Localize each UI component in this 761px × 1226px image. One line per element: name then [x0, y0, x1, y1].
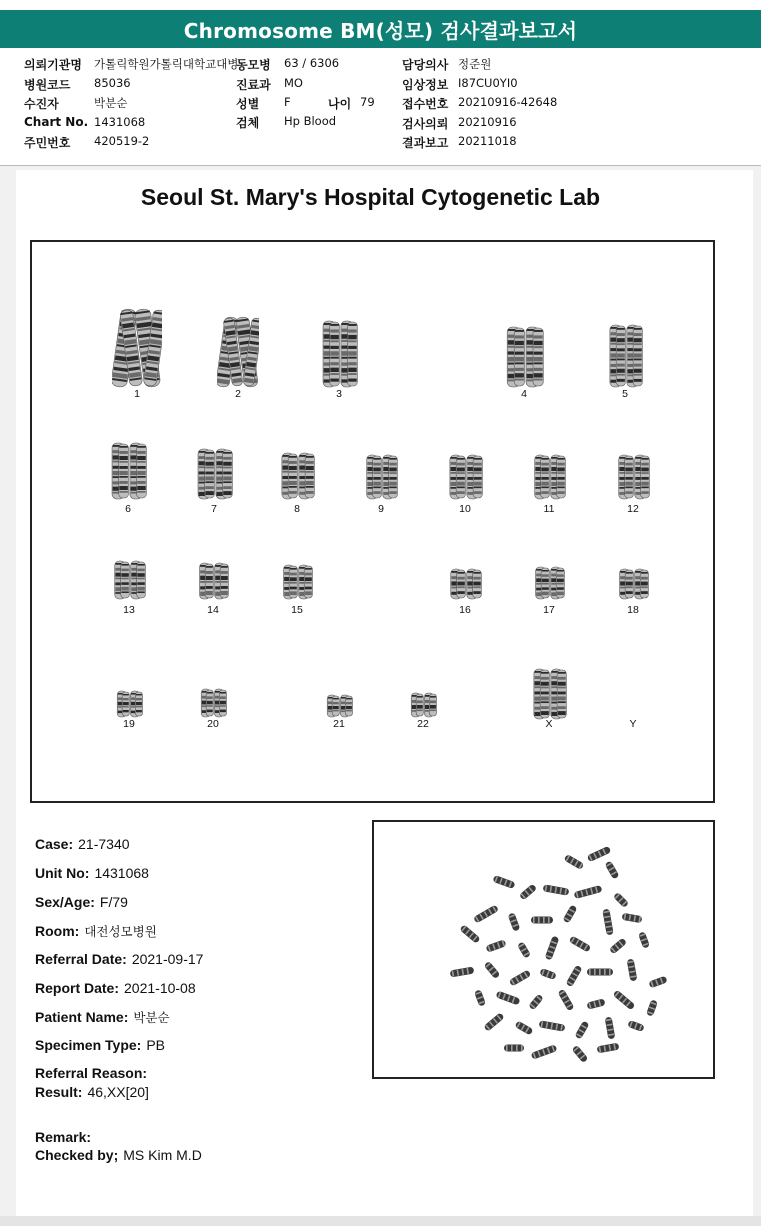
metaphase-panel [372, 820, 715, 1079]
case-row [35, 836, 130, 852]
result-row [35, 1084, 149, 1100]
chromosome-label-2: 2 [235, 388, 241, 400]
clinical-info-value: I87CU0YI0 [458, 76, 518, 90]
chromosome-pair-19 [115, 690, 143, 718]
room-label: Room: [35, 923, 80, 939]
doctor-value: 정준원 [458, 57, 492, 71]
receipt-number-label: 접수번호 [402, 97, 449, 111]
chromosome-pair-7 [195, 448, 233, 500]
remark-label: Remark: [35, 1129, 92, 1145]
report-date-label-2: Report Date: [35, 980, 120, 996]
chromosome-label-10: 10 [459, 503, 471, 515]
referral-date-value: 2021-09-17 [131, 951, 204, 967]
specimen-type-row [35, 1037, 165, 1053]
institution-value: 가톨릭학원가톨릭대학교대병 [94, 57, 239, 71]
karyogram-panel [30, 240, 715, 803]
doctor-label: 담당의사 [402, 58, 449, 72]
chromosome-label-18: 18 [627, 604, 639, 616]
referral-date-label: Referral Date: [35, 951, 127, 967]
chromosome-pair-5 [607, 324, 643, 388]
report-header-bar [0, 10, 761, 48]
sex-age-label: Sex/Age: [35, 894, 95, 910]
ward-value: 63 / 6306 [284, 56, 340, 70]
remark-row [35, 1129, 96, 1145]
hospital-code-value: 85036 [94, 76, 131, 90]
specimen-type-value: PB [146, 1037, 166, 1053]
patient-name-label: Patient Name: [35, 1009, 129, 1025]
chromosome-pair-10 [447, 454, 483, 500]
chromosome-pair-22 [409, 692, 437, 718]
chromosome-pair-9 [364, 454, 398, 500]
chromosome-label-3: 3 [336, 388, 342, 400]
age-value: 79 [360, 95, 375, 109]
chromosome-pair-13 [112, 560, 146, 600]
report-date-row [35, 980, 196, 996]
checked-by-value: MS Kim M.D [123, 1147, 202, 1163]
unit-label: Unit No: [35, 865, 90, 881]
ward-label: 동모병 [236, 58, 271, 72]
chromosome-pair-X [531, 668, 567, 720]
chromosome-pair-14 [197, 562, 229, 600]
chromosome-pair-4 [504, 326, 544, 388]
chromosome-pair-8 [279, 452, 315, 500]
specimen-value: Hp Blood [284, 114, 337, 128]
unit-value: 1431068 [94, 865, 149, 881]
chromosome-label-4: 4 [521, 388, 527, 400]
sex-value: F [284, 95, 291, 109]
chromosome-label-9: 9 [378, 503, 384, 515]
chromosome-pair-6 [109, 442, 147, 500]
chromosome-label-8: 8 [294, 503, 300, 515]
chart-number-value: 1431068 [94, 115, 146, 129]
sex-age-row [35, 894, 128, 910]
chromosome-label-5: 5 [622, 388, 628, 400]
chromosome-label-X: X [545, 718, 553, 730]
chromosome-label-16: 16 [459, 604, 471, 616]
receipt-number-value: 20210916-42648 [458, 95, 558, 109]
clinical-info-label: 임상정보 [402, 78, 449, 92]
department-label: 진료과 [236, 78, 271, 92]
chromosome-label-12: 12 [627, 503, 639, 515]
request-date-label: 검사의뢰 [402, 117, 449, 131]
checked-by-label: Checked by; [35, 1147, 119, 1163]
checked-by-row [35, 1147, 202, 1163]
metaphase-image [374, 822, 715, 1079]
resident-number-label: 주민번호 [24, 136, 71, 150]
chromosome-pair-18 [617, 568, 649, 600]
chromosome-label-22: 22 [417, 718, 429, 730]
chromosome-pair-21 [325, 694, 353, 718]
chromosome-label-13: 13 [123, 604, 135, 616]
result-value: 46,XX[20] [87, 1084, 149, 1100]
room-value: 대전성모병원 [84, 925, 157, 939]
chromosome-label-7: 7 [211, 503, 217, 515]
specimen-label: 검체 [236, 116, 260, 130]
chromosome-label-6: 6 [125, 503, 131, 515]
report-date-value: 20211018 [458, 134, 517, 148]
result-label: Result: [35, 1084, 83, 1100]
chromosome-pair-2 [217, 316, 259, 388]
patient-name-row [35, 1008, 170, 1026]
chromosome-pair-12 [616, 454, 650, 500]
chromosome-pair-17 [533, 566, 565, 600]
room-row [35, 922, 157, 940]
chromosome-label-19: 19 [123, 718, 135, 730]
sex-label: 성별 [236, 97, 260, 111]
patient-value: 박분순 [94, 96, 128, 110]
chromosome-label-1: 1 [134, 388, 140, 400]
lab-title: Seoul St. Mary's Hospital Cytogenetic Lab [140, 184, 601, 210]
sex-age-value: F/79 [99, 894, 128, 910]
request-date-value: 20210916 [458, 115, 517, 129]
report-header-title: Chromosome BM(성모) 검사결과보고서 [183, 18, 578, 43]
patient-label: 수진자 [24, 97, 59, 111]
referral-reason-label: Referral Reason: [35, 1065, 148, 1081]
referral-reason-row [35, 1065, 152, 1081]
department-value: MO [284, 76, 303, 90]
specimen-type-label: Specimen Type: [35, 1037, 142, 1053]
case-label: Case: [35, 836, 74, 852]
report-date-value-2: 2021-10-08 [124, 980, 196, 996]
unit-row [35, 865, 149, 881]
chromosome-pair-20 [199, 688, 227, 718]
chromosome-pair-16 [448, 568, 482, 600]
chromosome-pair-3 [320, 320, 358, 388]
chromosome-label-21: 21 [333, 718, 345, 730]
resident-number-value: 420519-2 [94, 134, 150, 148]
case-value: 21-7340 [78, 836, 130, 852]
hospital-code-label: 병원코드 [24, 78, 71, 92]
chromosome-pair-15 [281, 564, 313, 600]
chromosome-label-Y: Y [629, 718, 637, 730]
report-date-label: 결과보고 [402, 136, 449, 150]
patient-info-panel [0, 52, 761, 164]
referral-date-row [35, 951, 203, 967]
bottom-band [0, 1216, 761, 1226]
chromosome-label-14: 14 [207, 604, 219, 616]
chromosome-pair-11 [532, 454, 566, 500]
chromosome-label-11: 11 [543, 503, 555, 515]
institution-label: 의뢰기관명 [24, 58, 82, 72]
chart-number-label: Chart No. [24, 115, 89, 129]
age-label: 나이 [328, 97, 352, 111]
chromosome-label-17: 17 [543, 604, 555, 616]
chromosome-label-15: 15 [291, 604, 303, 616]
chromosome-label-20: 20 [207, 718, 219, 730]
patient-name-value: 박분순 [133, 1011, 170, 1025]
chromosome-pair-1 [112, 308, 162, 388]
